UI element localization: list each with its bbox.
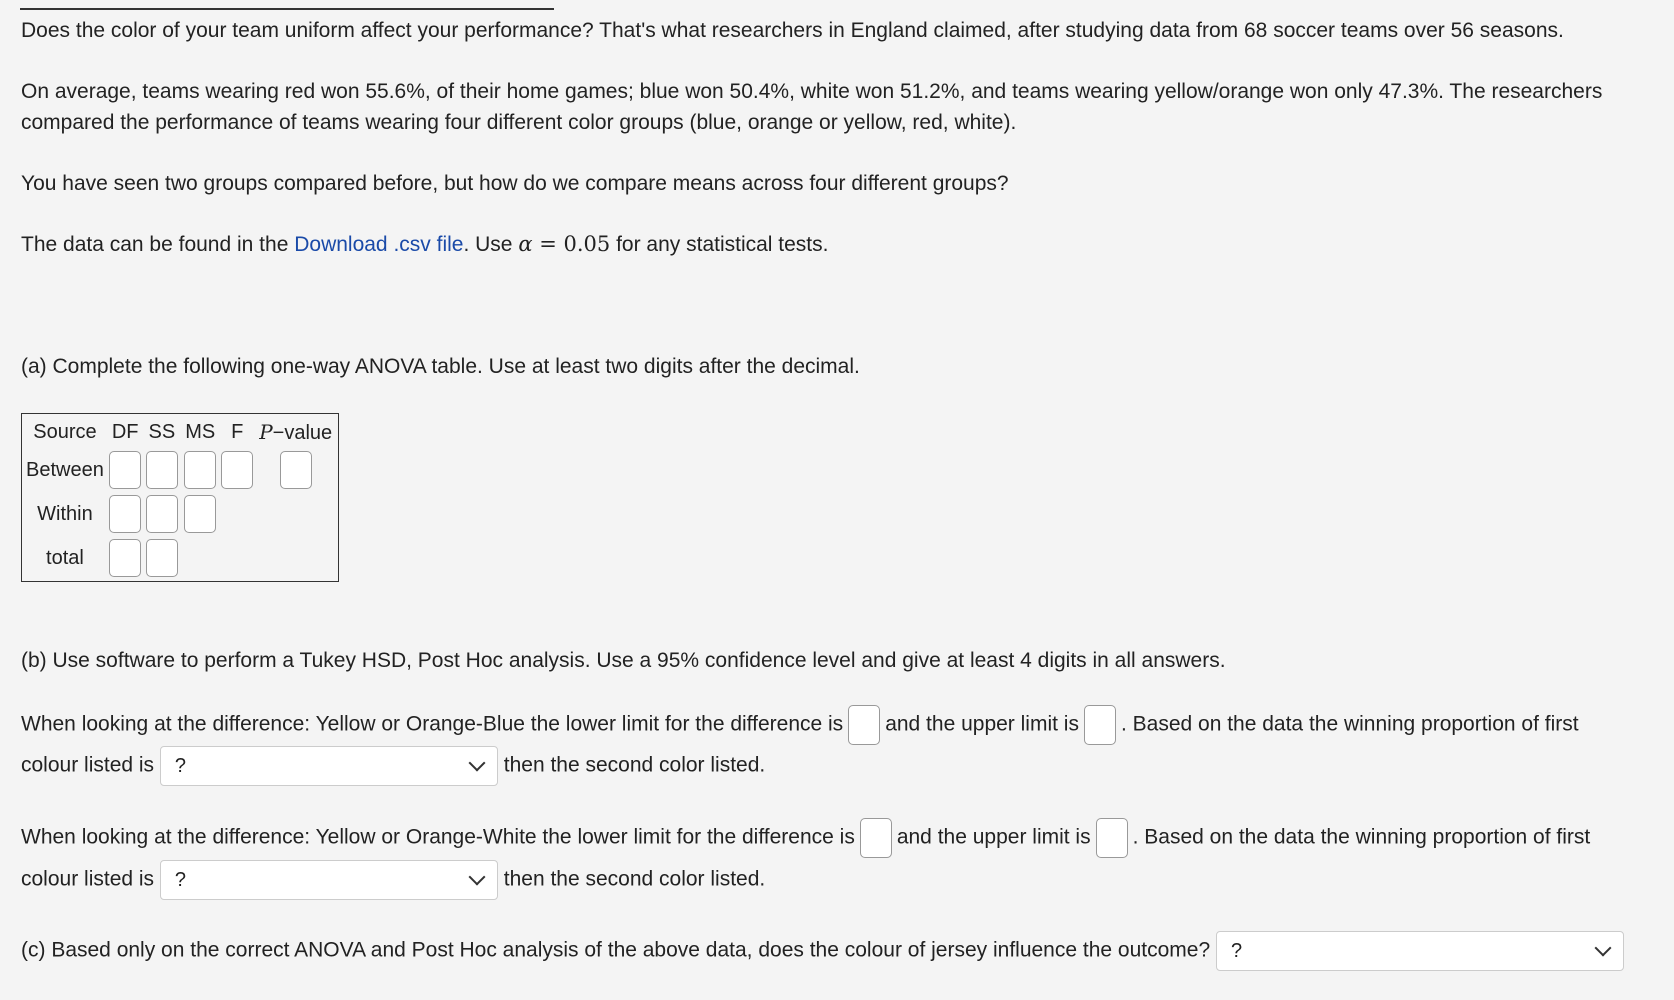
- within-ss-input[interactable]: [146, 495, 178, 533]
- between-f-input[interactable]: [221, 451, 253, 489]
- header-ms: MS: [185, 421, 216, 443]
- q1-text-lower: When looking at the difference: Yellow or Orange-Blue the lower limit for the difference is: [21, 712, 844, 736]
- row-label-between: Between: [26, 458, 104, 481]
- q1-text-based: . Based on the data the winning proportion of first: [1120, 712, 1579, 736]
- within-df-input[interactable]: [109, 495, 141, 533]
- alpha-symbol: α: [518, 232, 533, 256]
- q1-text-then: then the second color listed.: [503, 753, 766, 777]
- header-f: F: [231, 421, 244, 443]
- pvalue-p: P: [259, 420, 273, 444]
- intro-paragraph-3: You have seen two groups compared before, but how do we compare means across four different groups?: [21, 172, 1009, 195]
- header-df: DF: [111, 421, 139, 443]
- header-source: Source: [33, 421, 97, 443]
- alpha-value: = 0.05: [532, 232, 611, 256]
- between-pvalue-input[interactable]: [280, 451, 312, 489]
- q1-upper-limit-input[interactable]: [1084, 705, 1116, 745]
- q1-select-value: ?: [174, 755, 187, 777]
- anova-row-total: [24, 537, 336, 579]
- q1-comparison-select[interactable]: [160, 746, 498, 786]
- q1-line-1: [21, 705, 1579, 745]
- tests-text: for any statistical tests.: [610, 233, 829, 256]
- pvalue-rest: −value: [272, 422, 333, 444]
- q2-select-value: ?: [174, 869, 187, 891]
- row-label-within: Within: [37, 502, 93, 525]
- q2-text-then: then the second color listed.: [503, 867, 766, 891]
- header-pvalue: [255, 416, 336, 447]
- q2-text-lower: When looking at the difference: Yellow or Orange-White the lower limit for the difference is: [21, 825, 855, 849]
- between-ms-input[interactable]: [184, 451, 216, 489]
- data-text: The data can be found in the: [21, 233, 295, 256]
- between-ss-input[interactable]: [146, 451, 178, 489]
- chevron-down-icon: [468, 869, 485, 886]
- within-ms-input[interactable]: [184, 495, 216, 533]
- q1-lower-limit-input[interactable]: [848, 705, 880, 745]
- anova-table: [21, 413, 339, 582]
- q1-line-2: [21, 746, 765, 786]
- q1-text-colour: colour listed is: [21, 753, 155, 777]
- total-ss-input[interactable]: [146, 539, 178, 577]
- anova-header-row: [24, 416, 336, 447]
- total-df-input[interactable]: [109, 539, 141, 577]
- intro-paragraph-4: [21, 229, 1634, 260]
- part-c-select-value: ?: [1230, 940, 1243, 962]
- header-ss: SS: [148, 421, 176, 443]
- q2-text-based: . Based on the data the winning proportion of first: [1132, 825, 1591, 849]
- part-a-prompt: (a) Complete the following one-way ANOVA table. Use at least two digits after the decimal.: [21, 355, 860, 378]
- q2-text-upper: and the upper limit is: [896, 825, 1091, 849]
- part-b-prompt: (b) Use software to perform a Tukey HSD, Post Hoc analysis. Use a 95% confidence level and give at least 4 digits in all answers.: [21, 649, 1226, 672]
- q1-text-upper: and the upper limit is: [885, 712, 1079, 736]
- anova-row-between: [24, 449, 336, 491]
- row-label-total: total: [46, 546, 84, 569]
- q2-lower-limit-input[interactable]: [860, 818, 892, 858]
- q2-upper-limit-input[interactable]: [1096, 818, 1128, 858]
- q2-line-1: [21, 818, 1590, 858]
- anova-row-within: [24, 493, 336, 535]
- part-c-line: [21, 931, 1624, 971]
- use-text: . Use: [463, 233, 519, 256]
- q2-text-colour: colour listed is: [21, 867, 155, 891]
- top-divider: [20, 8, 554, 10]
- part-c-prompt: (c) Based only on the correct ANOVA and Post Hoc analysis of the above data, does the colour of jersey influence the outcome?: [21, 938, 1211, 962]
- q2-line-2: [21, 860, 765, 900]
- chevron-down-icon: [468, 755, 485, 772]
- download-csv-link[interactable]: Download .csv file: [294, 233, 464, 256]
- chevron-down-icon: [1594, 940, 1611, 957]
- part-c-select[interactable]: [1216, 931, 1624, 971]
- between-df-input[interactable]: [109, 451, 141, 489]
- intro-paragraph-1: Does the color of your team uniform affect your performance? That's what researchers in England claimed, after studying data from 68 soccer teams over 56 seasons.: [21, 19, 1564, 42]
- intro-paragraph-2: On average, teams wearing red won 55.6%, of their home games; blue won 50.4%, white won 51.2%, and teams wearing yellow/orange won only 47.3%. The researchers compared the performance of teams wearing four different color groups (blue, orange or yellow, red, white).: [21, 80, 1603, 134]
- q2-comparison-select[interactable]: [160, 860, 498, 900]
